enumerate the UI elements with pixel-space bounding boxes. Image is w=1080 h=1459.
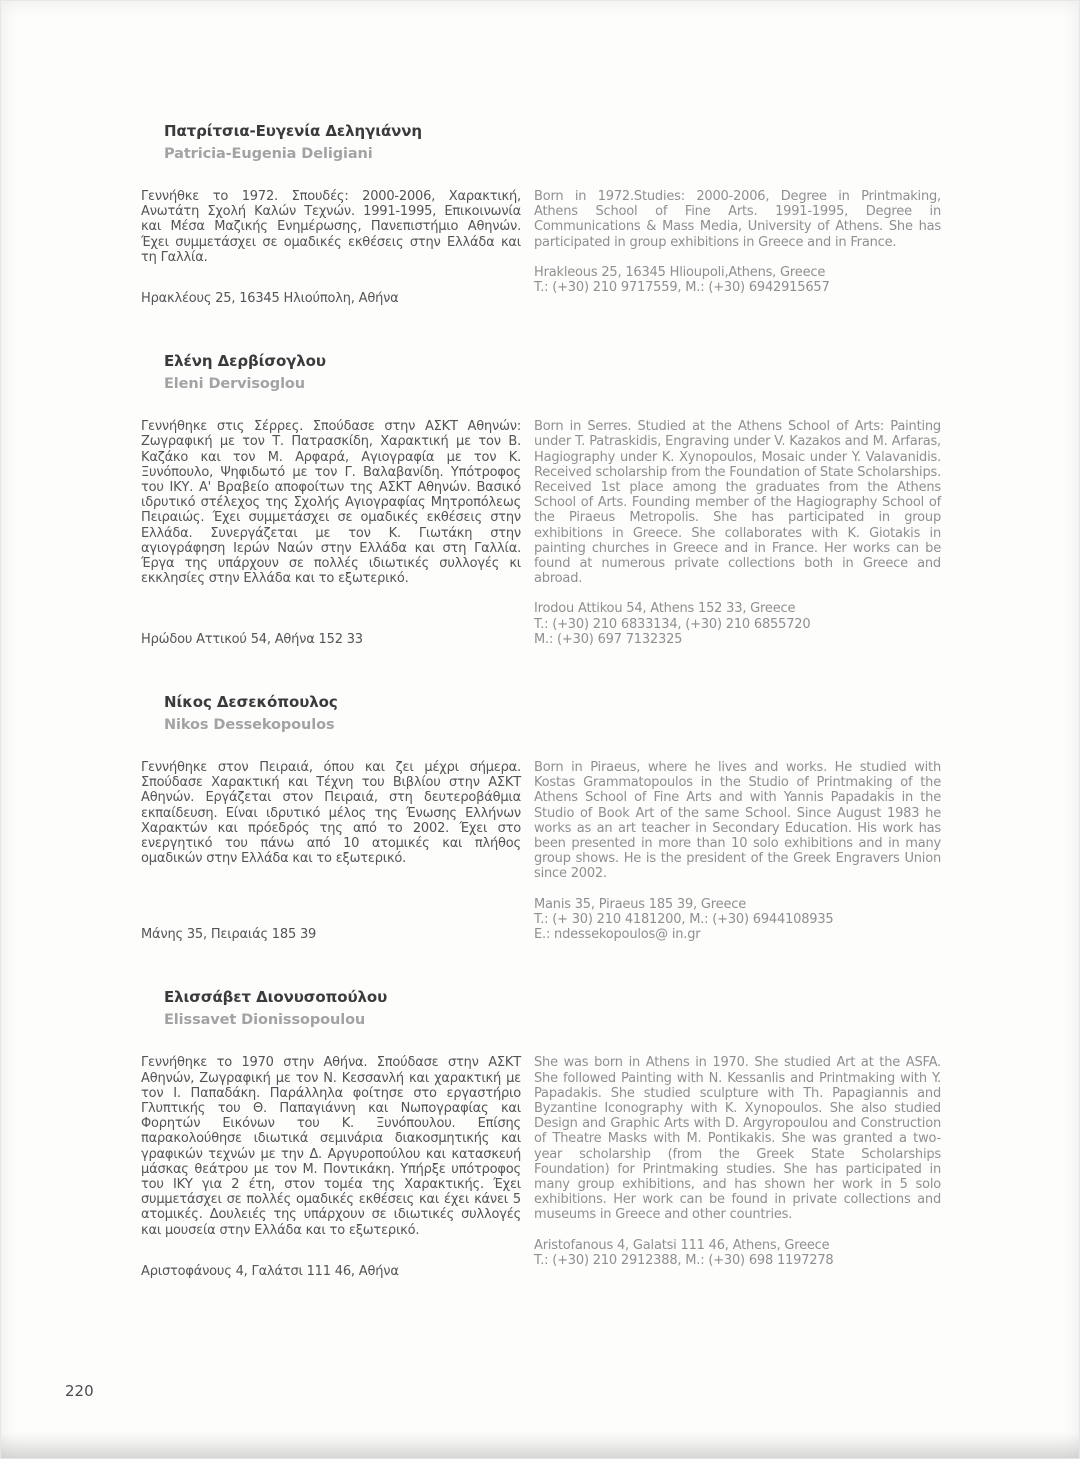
bio-greek: Γεννήθηκε στον Πειραιά, όπου και ζει μέχρι σήμερα. Σπούδασε Χαρακτική και Τέχνη του Βιβλίου στην ΑΣΚΤ Αθηνών. Εργάζεται στον Πειραιά, στη δευτεροβάθμια εκπαίδευση. Είναι ιδρυτικό μέλος της Ένωσης Ελλήνων Χαρακτών και πρόεδρός της από το 2002. Έχει στο ενεργητικό του πάνω από 10 ατομικές και πλήθος ομαδικών στην Ελλάδα και το εξωτερικό. — [141, 760, 521, 867]
contact-block — [534, 265, 941, 295]
contact-block — [534, 897, 941, 943]
english-column — [534, 189, 941, 306]
bio-greek: Γεννήθηκε το 1970 στην Αθήνα. Σπούδασε στην ΑΣΚΤ Αθηνών, Ζωγραφική με τον Ν. Κεσσανλή και χαρακτική με τον Ι. Παπαδάκη. Παράλληλα φοίτησε στο εργαστήριο Γλυπτικής του Θ. Παπαγιάννη και Νωπογραφίας και Φορητών Εικόνων του Κ. Ξυνόπουλου. Επίσης παρακολούθησε ιδιωτικά σεμινάρια διακοσμητικής και γραφικών τεχνών με την Δ. Αργυροπούλου και κατασκευή μάσκας θεάτρου με τον Μ. Ποντικάκη. Υπήρξε υπότροφος του ΙΚΥ για 2 έτη, στον τομέα της Χαρακτικής. Έχει συμμετάσχει σε πολλές ομαδικές εκθέσεις και έχει κάνει 5 ατομικές. Δουλειές της υπάρχουν σε ιδιωτικές συλλογές και μουσεία στην Ελλάδα και το εξωτερικό. — [141, 1055, 521, 1238]
page-content — [141, 122, 941, 1325]
contact-block — [534, 1238, 941, 1268]
bio-greek: Γεννήθηκε στις Σέρρες. Σπούδασε στην ΑΣΚΤ Αθηνών: Ζωγραφική με τον Τ. Πατρασκίδη, Χαρακτική με τον Β. Καζάκο και τον Μ. Αρφαρά, Αγιογραφία με τον Κ. Ξυνόπουλο, Ψηφιδωτό με τον Γ. Βαλαβανίδη. Υπότροφος του ΙΚΥ. Α' Βραβείο αποφοίτων της ΑΣΚΤ Αθηνών. Βασικό ιδρυτικό στέλεχος της Σχολής Αγιογραφίας Μητροπόλεως Πειραιώς. Έχει συμμετάσχει σε ομαδικές εκθέσεις στην Ελλάδα. Συνεργάζεται με τον Κ. Γιωτάκη στην αγιογράφηση Ιερών Ναών στην Ελλάδα και στη Γαλλία. Έργα της υπάρχουν σε πολλές ιδιωτικές συλλογές κι εκκλησίες στην Ελλάδα και το εξωτερικό. — [141, 419, 521, 587]
artist-heading — [164, 988, 941, 1029]
artist-name-english: Eleni Dervisoglou — [164, 376, 306, 393]
contact-block — [534, 601, 941, 647]
contact-phone-line: T.: (+30) 210 9717559, M.: (+30) 6942915657 — [534, 280, 830, 296]
artist-entry — [141, 988, 941, 1279]
artist-heading — [164, 122, 941, 163]
contact-address-line: Hrakleous 25, 16345 Hlioupoli,Athens, Greece — [534, 264, 826, 280]
contact-address-line: Manis 35, Piraeus 185 39, Greece — [534, 896, 746, 912]
english-column — [534, 419, 941, 647]
english-column — [534, 1055, 941, 1279]
artist-name-english: Patricia-Eugenia Deligiani — [164, 146, 373, 162]
artist-entry — [141, 122, 941, 306]
artist-entry — [141, 693, 941, 942]
contact-address-line: Irodou Attikou 54, Athens 152 33, Greece — [534, 601, 796, 617]
artist-name-greek: Νίκος Δεσεκόπουλος — [164, 693, 338, 712]
greek-column — [141, 419, 521, 647]
contact-phone-line: T.: (+30) 210 2912388, M.: (+30) 698 1197278 — [534, 1252, 834, 1268]
bio-english: Born in Serres. Studied at the Athens School of Arts: Painting under T. Patraskidis, Engraving under V. Kazakos and M. Arfaras, Hagiography under K. Xynopoulos, Mosaic under Y. Valavanidis. Received scholarship from the Foundation of State Scholarships. Received 1st place among the graduates from the Athens School of Arts. Founding member of the Hagiography School of the Piraeus Metropolis. She has participated in group exhibitions in Greece. She collaborates with K. Giotakis in painting churches in Greece and in France. Her works can be found at numerous private collections both in Greece and abroad. — [534, 419, 941, 587]
greek-column — [141, 1055, 521, 1279]
contact-email-line: E.: ndessekopoulos@ in.gr — [534, 927, 701, 943]
bio-english: She was born in Athens in 1970. She studied Art at the ASFA. She followed Painting with N. Kessanlis and Printmaking with Y. Papadakis. She studied sculpture with Th. Papagiannis and Byzantine Iconography with K. Xynopoulos. She also studied Design and Graphic Arts with D. Argyropoulou and Construction of Theatre Masks with M. Pontikakis. She was granted a two-year scholarship (from the Greek State Scholarships Foundation) for Printmaking studies. She has participated in many group exhibitions, and has shown her work in 5 solo exhibitions. Her work can be found in private collections and museums in Greece and other countries. — [534, 1055, 941, 1223]
contact-phone-line: T.: (+30) 210 6833134, (+30) 210 6855720 — [534, 616, 811, 632]
entry-columns — [141, 189, 941, 306]
bio-english: Born in 1972.Studies: 2000-2006, Degree in Printmaking, Athens School of Fine Arts. 1991-1995, Degree in Communications & Mass Media, University of Athens. She has participated in group exhibitions in Greece and in France. — [534, 189, 941, 250]
artist-name-english: Nikos Dessekopoulos — [164, 717, 335, 734]
entry-columns — [141, 1055, 941, 1279]
english-column — [534, 760, 941, 942]
greek-column — [141, 760, 521, 942]
artist-name-greek: Πατρίτσια-Ευγενία Δεληγιάννη — [164, 122, 422, 140]
artist-entry — [141, 352, 941, 647]
artist-heading — [164, 352, 941, 393]
address-greek: Αριστοφάνους 4, Γαλάτσι 111 46, Αθήνα — [141, 1263, 399, 1279]
artist-name-greek: Ελένη Δερβίσογλου — [164, 352, 326, 371]
address-greek: Μάνης 35, Πειραιάς 185 39 — [141, 927, 317, 943]
contact-phone-line: T.: (+ 30) 210 4181200, M.: (+30) 6944108935 — [534, 911, 834, 927]
address-greek: Ηρακλέους 25, 16345 Ηλιούπολη, Αθήνα — [141, 291, 399, 307]
bio-english: Born in Piraeus, where he lives and works. He studied with Kostas Grammatopoulos in the Studio of Printmaking of the Athens School of Fine Arts and with Yannis Papadakis in the Studio of Book Art of the same School. Since August 1983 he works as an art teacher in Secondary Education. His work has been presented in more than 10 solo exhibitions and in many group shows. He is the president of the Greek Engravers Union since 2002. — [534, 760, 941, 882]
artist-name-greek: Ελισσάβετ Διονυσοπούλου — [164, 988, 388, 1007]
artist-name-english: Elissavet Dionissopoulou — [164, 1012, 366, 1029]
contact-mobile-line: M.: (+30) 697 7132325 — [534, 631, 683, 647]
bio-greek: Γεννήθκε το 1972. Σπουδές: 2000-2006, Χαρακτική, Ανωτάτη Σχολή Καλών Τεχνών. 1991-1995, Επικοινωνία και Μέσα Μαζικής Ενημέρωσης, Πανεπιστήμιο Αθηνών. Έχει συμμετάσχει σε ομαδικές εκθέσεις στην Ελλάδα και τη Γαλλία. — [141, 189, 521, 265]
page-number: 220 — [65, 1382, 94, 1400]
address-greek: Ηρώδου Αττικού 54, Αθήνα 152 33 — [141, 631, 363, 647]
entry-columns — [141, 760, 941, 942]
greek-column — [141, 189, 521, 306]
entry-columns — [141, 419, 941, 647]
artist-heading — [164, 693, 941, 734]
contact-address-line: Aristofanous 4, Galatsi 111 46, Athens, Greece — [534, 1237, 830, 1253]
